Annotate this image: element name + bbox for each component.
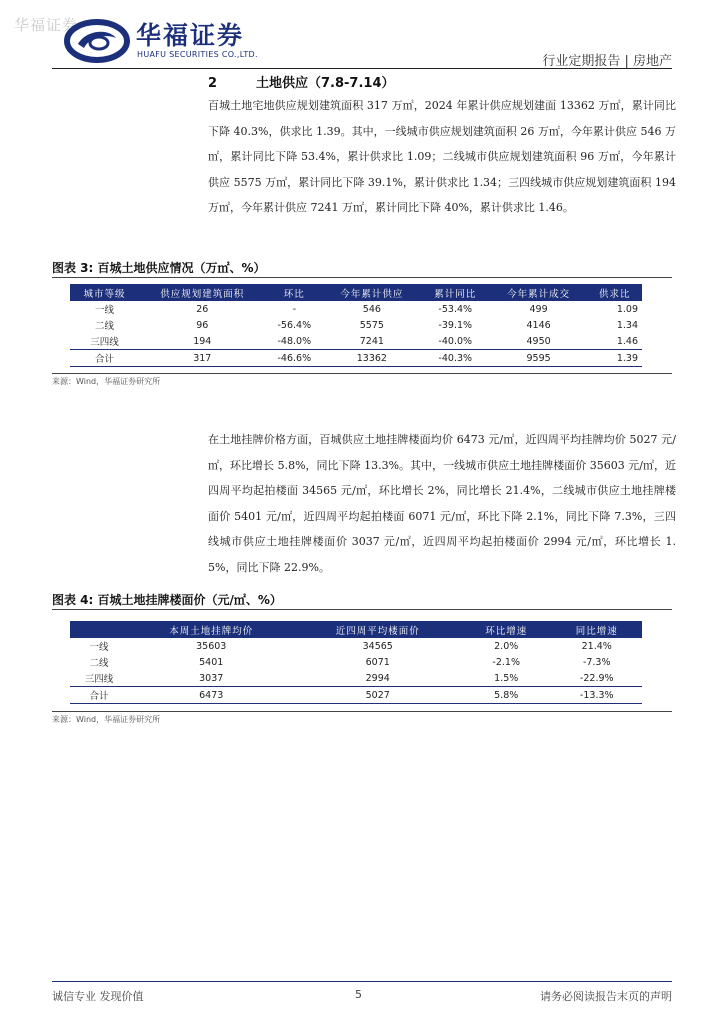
table-cell: 194 [193,335,212,347]
column-header: 今年累计成交 [490,284,588,301]
column-header: 城市等级 [70,284,139,301]
figure4-bottom-rule [52,711,672,712]
figure3-table [70,284,642,367]
figure4-rule [52,609,672,610]
section-number: 2 [208,76,218,91]
section-title [208,72,395,91]
column-header: 环比增速 [461,621,552,638]
column-header: 同比增速 [551,621,642,638]
column-header: 累计同比 [421,284,490,301]
table-cell: 96 [196,319,209,331]
table-cell: 7241 [359,335,384,347]
table-row [70,670,642,687]
table-total-row [70,687,642,704]
column-header: 近四周平均楼面价 [294,621,460,638]
table-cell: -53.4% [438,303,473,315]
table-row [70,654,642,670]
table-cell: 3037 [199,672,224,684]
footer-disclaimer: 请务必阅读报告末页的声明 [540,990,672,1003]
table-cell: 1.09 [616,303,638,315]
table-cell: 1.5% [494,672,519,684]
table-cell: 三四线 [90,337,119,348]
table-cell: 35603 [196,640,227,652]
table-row [70,333,642,350]
figure4-table [70,621,642,704]
table-cell: -39.1% [438,319,473,331]
section-title-text: 土地供应（7.8-7.14） [256,76,395,91]
land-supply-paragraph: 百城土地宅地供应规划建筑面积 317 万㎡，2024 年累计供应规划建面 13362 万㎡，累计同比下降 40.3%，供求比 1.39。其中，一线城市供应规划建筑面积 26 万㎡，今年累计供应 546 万㎡，累计同比下降 53.4%，累计供求比 1.09；二线城市供应规划建筑面积 96 万㎡，今年累计供应 5575 万㎡，累计同比下降 39.1%，累计供求比 1.34；三四线城市供应规划建筑面积 194 万㎡，今年累计供应 7241 万㎡，累计同比下降 40%，累计供求比 1.46。 [208,99,680,214]
table-cell: 6071 [365,656,390,668]
column-header [70,621,128,638]
table-cell: 6473 [128,687,294,704]
column-header: 供应规划建筑面积 [139,284,266,301]
table-cell: -7.3% [582,656,611,668]
logo-english-name: HUAFU SECURITIES CO.,LTD. [137,50,258,59]
figure3-title: 图表 3: 百城土地供应情况（万㎡、%） [52,261,266,275]
column-header: 本周土地挂牌均价 [128,621,294,638]
table-cell: 34565 [362,640,393,652]
table-cell: - [292,303,297,315]
table-cell: 2994 [365,672,390,684]
table-cell: 1.39 [588,350,643,367]
figure4-source: 来源：Wind，华福证券研究所 [52,715,161,724]
table-cell: 9595 [490,350,588,367]
table-cell: -2.1% [492,656,520,668]
column-header: 今年累计供应 [323,284,421,301]
land-price-paragraph: 在土地挂牌价格方面，百城供应土地挂牌楼面均价 6473 元/㎡，近四周平均挂牌均价 5027 元/㎡，环比增长 5.8%，同比下降 13.3%。其中，一线城市供应土地挂牌楼面价 35603 元/㎡，近四周平均起拍楼面 34565 元/㎡，环比增长 2%，同比增长 21.4%，二线城市供应土地挂牌楼面价 5401 元/㎡，近四周平均起拍楼面 6071 元/㎡，环比下降 2.1%，同比下降 7.3%，三四线城市供应土地挂牌楼面价 3037 元/㎡，近四周平均起拍楼面价 2994 元/㎡，环比增长 1.5%，同比下降 22.9%。 [208,433,676,574]
figure3-source: 来源：Wind，华福证券研究所 [52,377,161,386]
table-cell: 一线 [94,305,114,316]
table-cell: 4950 [526,335,551,347]
table-cell: 5.8% [461,687,552,704]
table-row [70,317,642,333]
table-cell: 2.0% [494,640,519,652]
table-cell: 合计 [70,687,128,704]
figure4-title: 图表 4: 百城土地挂牌楼面价（元/㎡、%） [52,593,282,607]
table-header-row [70,621,642,638]
table-cell: -48.0% [277,335,312,347]
table-row [70,638,642,654]
column-header: 环比 [266,284,323,301]
table-row [70,301,642,317]
table-cell: 二线 [89,658,109,669]
table-cell: 546 [362,303,381,315]
page-number: 5 [355,988,362,1001]
table-cell: -40.0% [438,335,473,347]
table-cell: 三四线 [84,674,114,685]
figure3-bottom-rule [52,373,672,374]
table-cell: 二线 [94,321,114,332]
logo-chinese-name: 华福证券 [136,21,245,50]
table-cell: 499 [529,303,548,315]
table-cell: -22.9% [579,672,614,684]
table-cell: 21.4% [581,640,612,652]
table-cell: 5401 [199,656,224,668]
table-cell: 26 [196,303,209,315]
table-cell: 一线 [89,642,109,653]
table-cell: 1.46 [616,335,638,347]
table-cell: 合计 [70,350,139,367]
column-header: 供求比 [588,284,643,301]
table-cell: -13.3% [551,687,642,704]
table-cell: -56.4% [277,319,312,331]
report-category: 行业定期报告 | 房地产 [542,54,672,69]
table-cell: -40.3% [421,350,490,367]
table-cell: -46.6% [266,350,323,367]
company-logo-icon [64,18,130,64]
table-cell: 13362 [323,350,421,367]
table-cell: 4146 [526,319,551,331]
table-cell: 1.34 [616,319,638,331]
footer-slogan: 诚信专业 发现价值 [52,990,144,1003]
table-cell: 5027 [294,687,460,704]
footer-divider [52,981,672,982]
table-total-row [70,350,642,367]
table-cell: 5575 [359,319,384,331]
figure3-rule [52,277,672,278]
watermark: 华福证券 [14,16,79,34]
table-header-row [70,284,642,301]
table-cell: 317 [139,350,266,367]
header-divider [52,68,672,69]
